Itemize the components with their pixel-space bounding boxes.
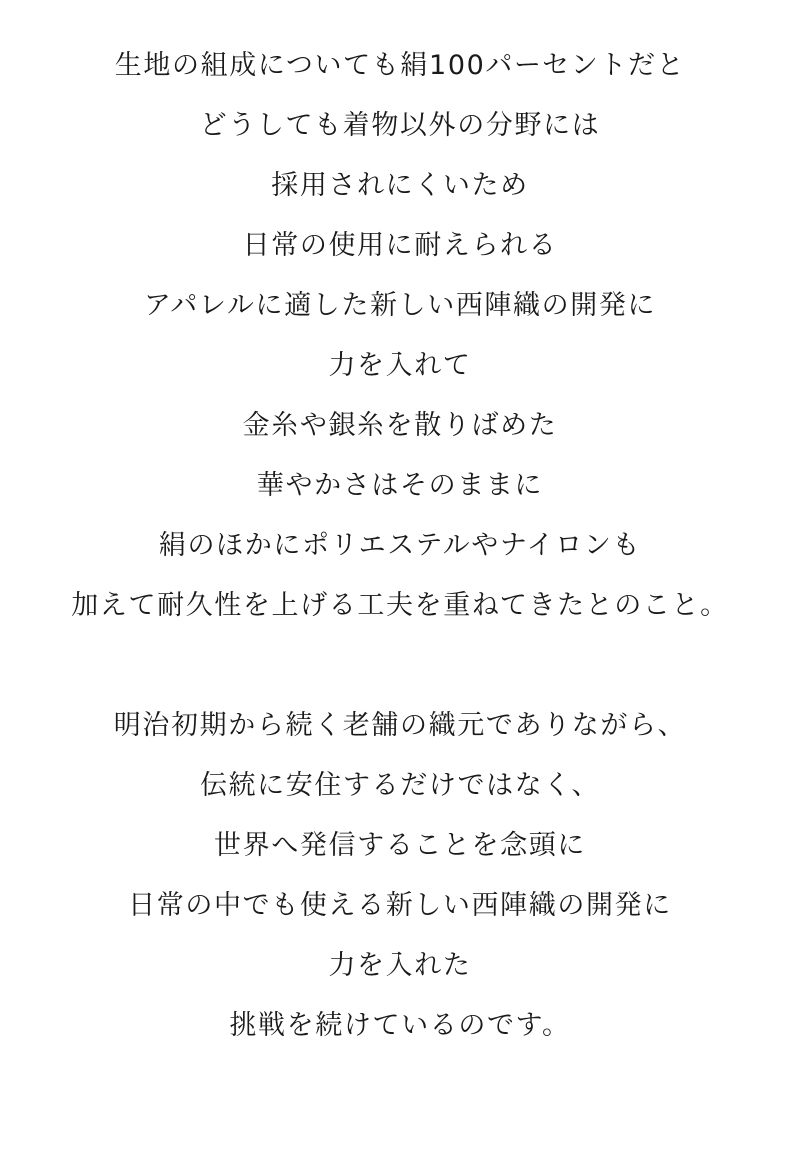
- text-line: 日常の中でも使える新しい西陣織の開発に: [128, 890, 672, 921]
- text-line: 伝統に安住するだけではなく、: [199, 770, 601, 801]
- text-line: 力を入れた: [328, 950, 472, 981]
- text-line: 生地の組成についても絹100パーセントだと: [114, 50, 686, 81]
- paragraph-1: [30, 36, 770, 636]
- text-line: 明治初期から続く老舗の織元でありながら、: [113, 710, 687, 741]
- paragraph-2: [30, 696, 770, 1056]
- text-line: どうしても着物以外の分野には: [199, 110, 601, 141]
- text-line: 挑戦を続けているのです。: [229, 1010, 571, 1041]
- text-line: 華やかさはそのままに: [256, 470, 544, 501]
- text-line: 採用されにくいため: [271, 170, 529, 201]
- text-line: 金糸や銀糸を散りばめた: [242, 410, 558, 441]
- text-line: 世界へ発信することを念頭に: [213, 830, 587, 861]
- paragraph-spacer: [30, 636, 770, 696]
- text-line: 絹のほかにポリエステルやナイロンも: [158, 530, 642, 561]
- text-line: 力を入れて: [328, 350, 472, 381]
- text-line: アパレルに適した新しい西陣織の開発に: [143, 290, 657, 321]
- text-line: 加えて耐久性を上げる工夫を重ねてきたとのこと。: [71, 590, 729, 621]
- text-line: 日常の使用に耐えられる: [242, 230, 558, 261]
